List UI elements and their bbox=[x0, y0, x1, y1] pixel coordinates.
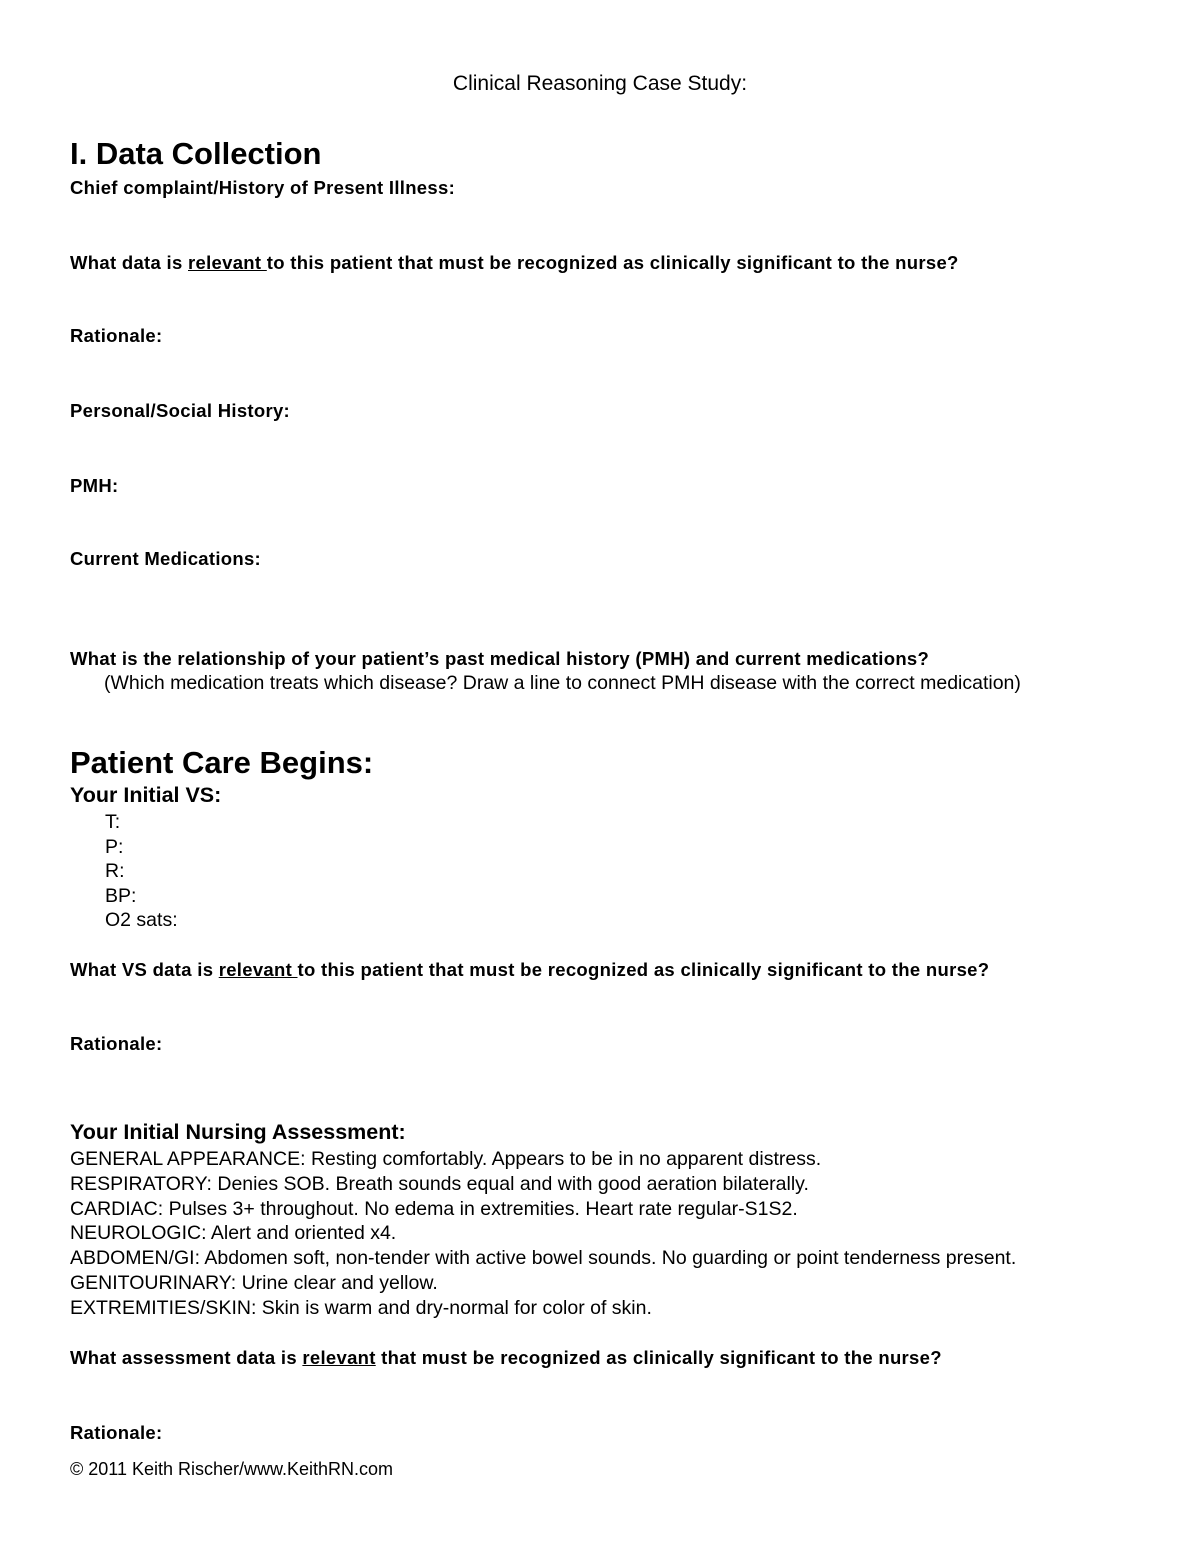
assessment-line: RESPIRATORY: Denies SOB. Breath sounds equal and with good aeration bilaterally. bbox=[70, 1172, 809, 1195]
initial-vs-label: Your Initial VS: bbox=[70, 783, 222, 807]
assessment-line: EXTREMITIES/SKIN: Skin is warm and dry-normal for color of skin. bbox=[70, 1296, 652, 1319]
question-instruction: (Which medication treats which disease? Draw a line to connect PMH disease with the correct medication) bbox=[104, 672, 1021, 694]
question-pmh-medication-relationship: What is the relationship of your patient’s past medical history (PMH) and current medications? bbox=[70, 648, 930, 669]
initial-nursing-assessment-label: Your Initial Nursing Assessment: bbox=[70, 1120, 406, 1144]
assessment-line: CARDIAC: Pulses 3+ throughout. No edema in extremities. Heart rate regular-S1S2. bbox=[70, 1197, 798, 1220]
assessment-list bbox=[70, 1147, 1016, 1321]
underlined-word: relevant bbox=[218, 959, 298, 980]
question-text: What data is bbox=[70, 252, 188, 273]
vital-signs-list bbox=[105, 810, 178, 933]
vs-item: BP: bbox=[105, 884, 137, 907]
underlined-word: relevant bbox=[188, 252, 267, 273]
section-heading-patient-care: Patient Care Begins: bbox=[70, 745, 374, 780]
question-text: What VS data is bbox=[70, 959, 219, 980]
question-text: that must be recognized as clinically significant to the nurse? bbox=[375, 1347, 942, 1368]
question-text: What assessment data is bbox=[70, 1347, 303, 1368]
current-medications-label: Current Medications: bbox=[70, 548, 262, 569]
pmh-label: PMH: bbox=[70, 475, 119, 496]
personal-social-history-label: Personal/Social History: bbox=[70, 400, 291, 421]
chief-complaint-label: Chief complaint/History of Present Illness: bbox=[70, 177, 456, 198]
underlined-word: relevant bbox=[302, 1347, 376, 1368]
question-assessment-relevant bbox=[70, 1347, 942, 1369]
document-title: Clinical Reasoning Case Study: bbox=[452, 72, 748, 95]
vs-item: O2 sats: bbox=[105, 909, 178, 932]
question-relevant-data bbox=[70, 252, 959, 274]
assessment-line: GENERAL APPEARANCE: Resting comfortably. Appears to be in no apparent distress. bbox=[70, 1148, 822, 1170]
rationale-label: Rationale: bbox=[70, 1033, 163, 1054]
assessment-line: GENITOURINARY: Urine clear and yellow. bbox=[70, 1271, 438, 1294]
assessment-line: NEUROLOGIC: Alert and oriented x4. bbox=[70, 1222, 397, 1245]
vs-item: T: bbox=[105, 811, 121, 833]
vs-item: P: bbox=[105, 835, 124, 858]
question-text: to this patient that must be recognized as clinically significant to the nurse? bbox=[266, 252, 959, 273]
copyright-footer: © 2011 Keith Rischer/www.KeithRN.com bbox=[70, 1459, 394, 1479]
section-heading-data-collection: I. Data Collection bbox=[70, 136, 322, 171]
vs-item: R: bbox=[105, 860, 125, 883]
question-text: to this patient that must be recognized as clinically significant to the nurse? bbox=[297, 959, 990, 980]
assessment-line: ABDOMEN/GI: Abdomen soft, non-tender with active bowel sounds. No guarding or point tenderness present. bbox=[70, 1247, 1017, 1270]
rationale-label: Rationale: bbox=[70, 325, 163, 346]
question-vs-relevant bbox=[70, 959, 989, 981]
rationale-label: Rationale: bbox=[70, 1422, 163, 1443]
